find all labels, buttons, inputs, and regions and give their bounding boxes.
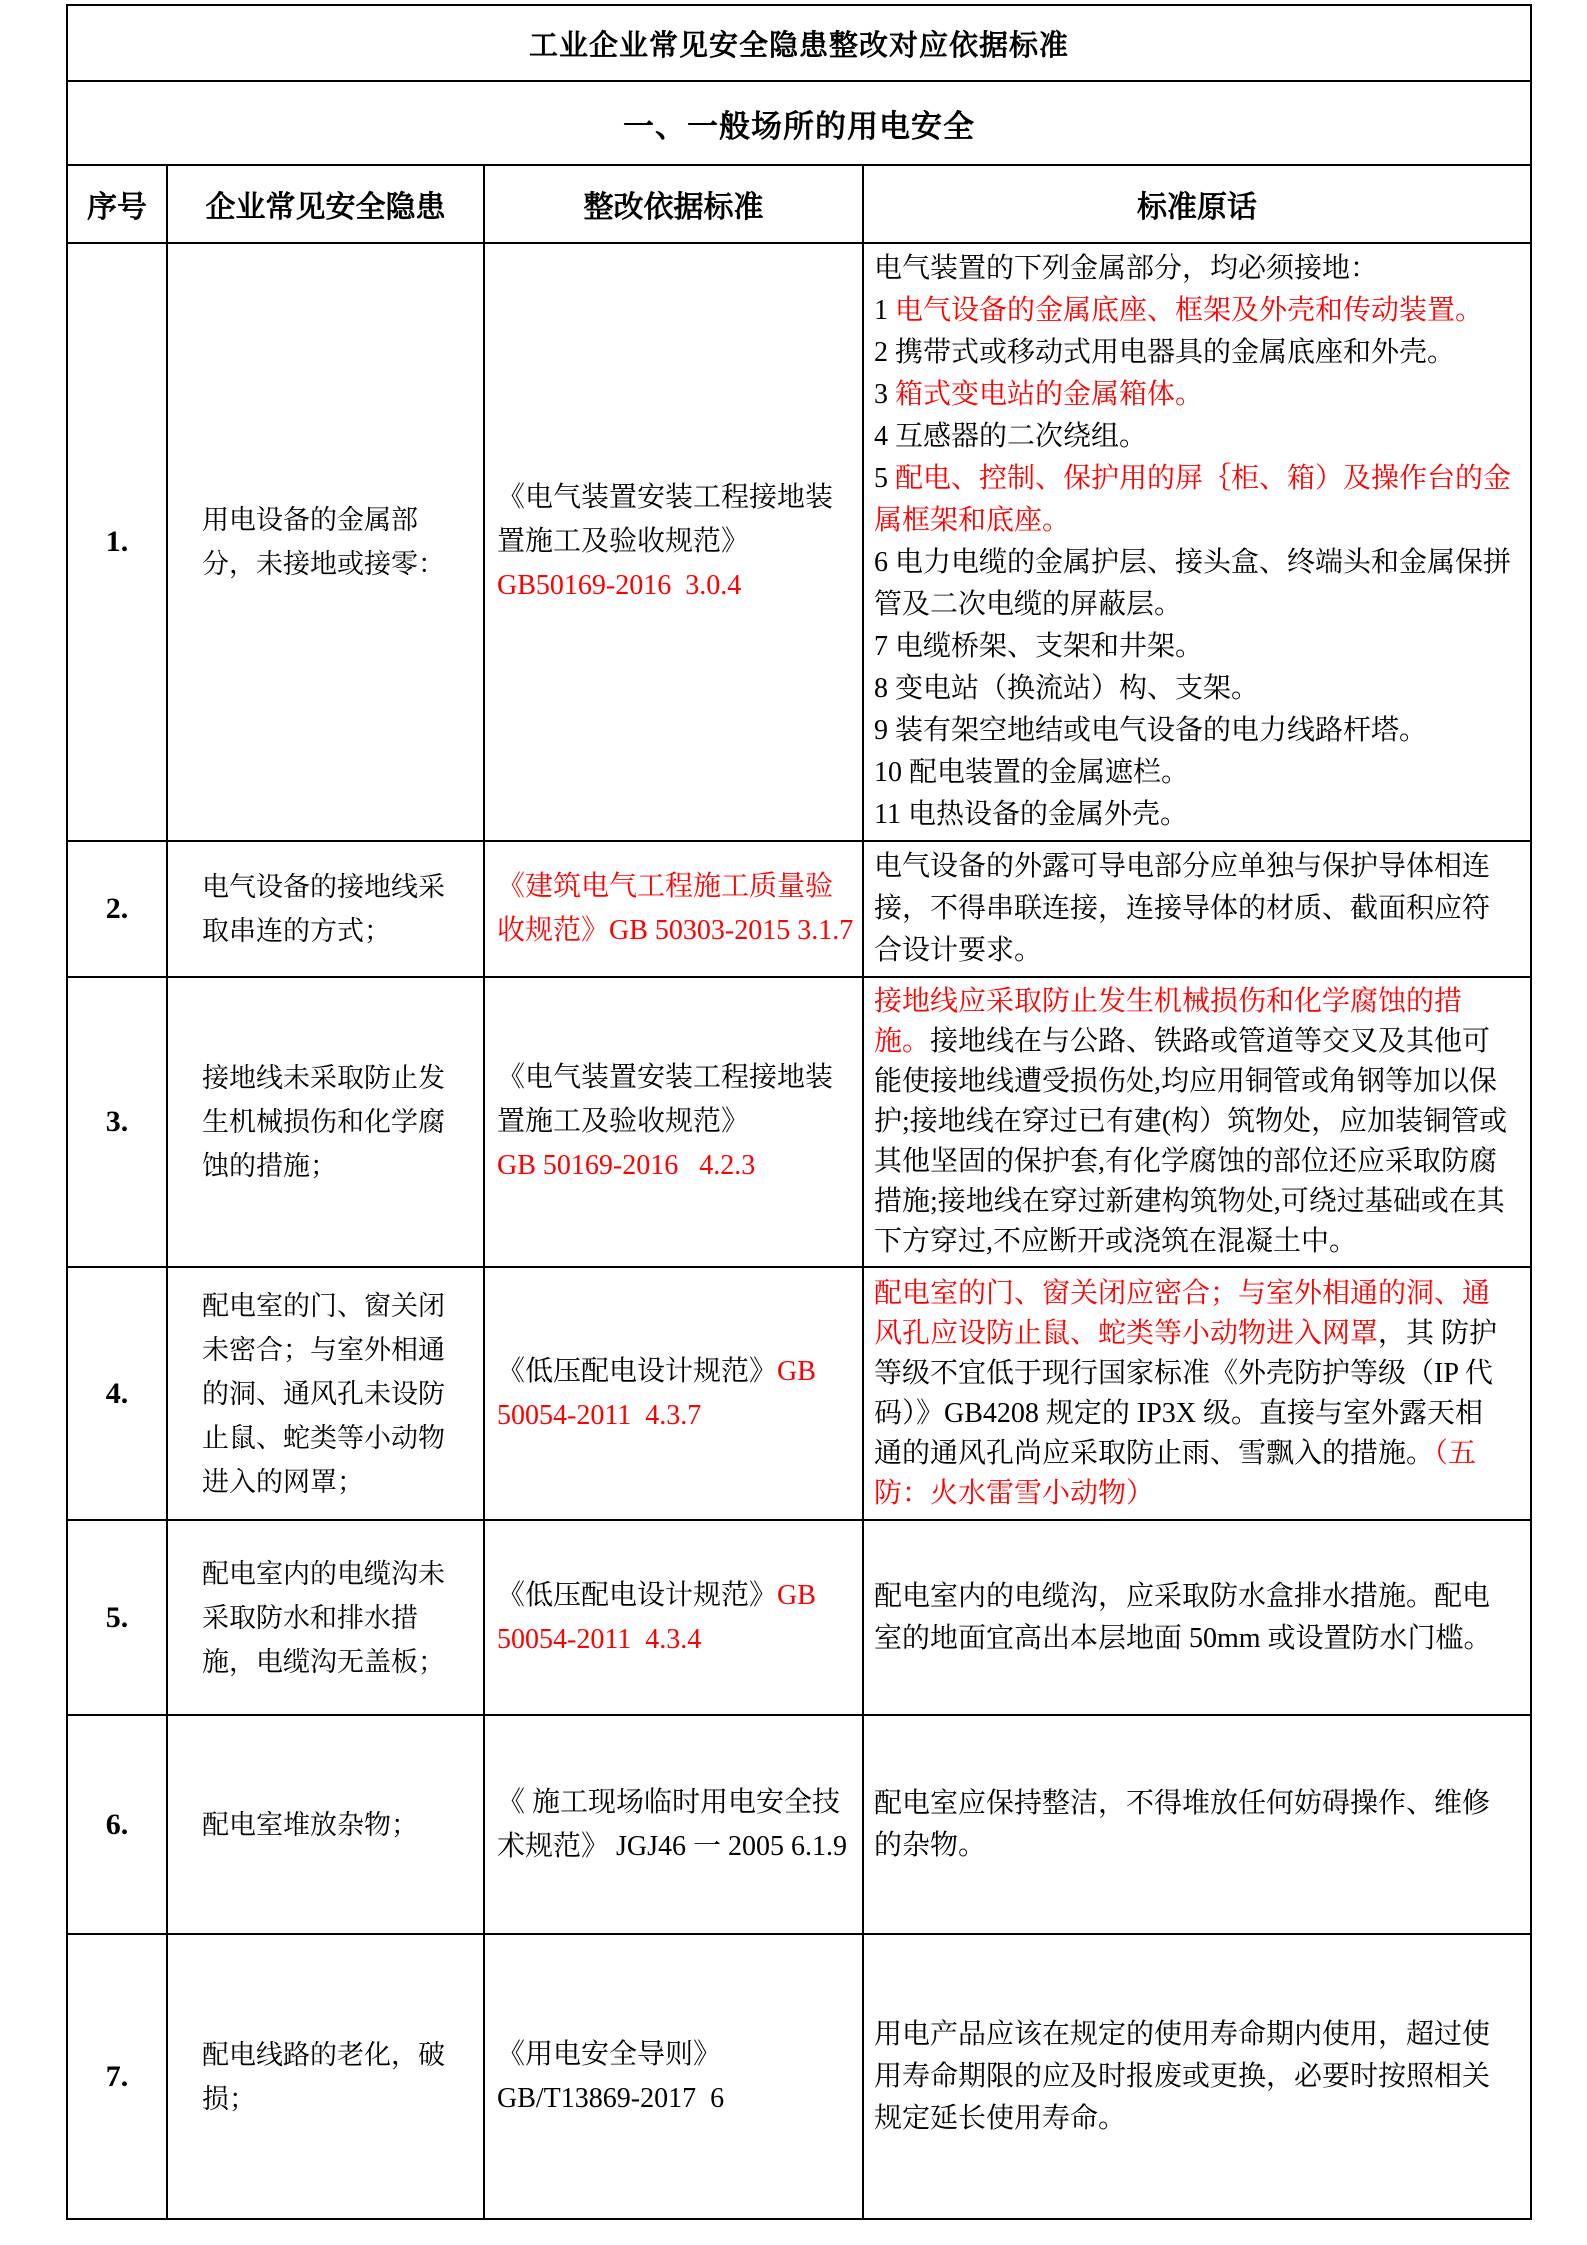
- text-segment: 1: [874, 295, 895, 326]
- standard-ref-cell: [484, 1934, 863, 2219]
- text-line: [874, 668, 1516, 710]
- column-header-hazard: 企业常见安全隐患: [167, 165, 484, 243]
- text-segment: 5: [874, 463, 895, 494]
- text-segment: 用电产品应该在规定的使用寿命期内使用，超过使用寿命期限的应及时报废或更换，必要时按照相关规定延长使用寿命。: [874, 2018, 1491, 2134]
- hazard-cell: 配电线路的老化，破损；: [167, 1934, 484, 2219]
- standard-ref-cell: [484, 841, 863, 977]
- text-segment: 箱式变电站的金属箱体。: [895, 379, 1204, 410]
- text-line: [497, 476, 856, 564]
- original-text-cell: [863, 1267, 1531, 1520]
- text-segment: 《低压配电设计规范》: [497, 1355, 778, 1387]
- text-segment: GB/T13869-2017 6: [497, 2082, 725, 2114]
- text-segment: 配电室应保持整洁，不得堆放任何妨碍操作、维修的杂物。: [874, 1787, 1491, 1861]
- text-line: [874, 2014, 1516, 2140]
- row-number: 4.: [67, 1267, 167, 1520]
- original-text-cell: [863, 841, 1531, 977]
- text-line: [874, 982, 1516, 1262]
- text-line: [874, 416, 1516, 458]
- hazard-cell: 电气设备的接地线采取串连的方式；: [167, 841, 484, 977]
- row-number: 3.: [67, 977, 167, 1267]
- hazard-cell: 接地线未采取防止发生机械损伤和化学腐蚀的措施；: [167, 977, 484, 1267]
- document-title: 工业企业常见安全隐患整改对应依据标准: [67, 5, 1531, 81]
- original-text-cell: [863, 1520, 1531, 1715]
- text-segment: 《低压配电设计规范》: [497, 1579, 778, 1611]
- text-line: [874, 626, 1516, 668]
- text-segment: 7 电缆桥架、支架和井架。: [874, 631, 1204, 662]
- text-line: [874, 332, 1516, 374]
- text-line: [874, 1274, 1516, 1514]
- standard-ref-cell: [484, 1715, 863, 1934]
- text-line: [497, 1350, 856, 1438]
- table-row: [67, 977, 1531, 1267]
- text-line: [874, 248, 1516, 290]
- row-number: 2.: [67, 841, 167, 977]
- text-segment: 电气设备的外露可导电部分应单独与保护导体相连接，不得串联连接，连接导体的材质、截面积应符合设计要求。: [874, 851, 1491, 966]
- text-segment: 配电、控制、保护用的屏｛柜、箱）及操作台的金属框架和底座。: [874, 463, 1512, 536]
- text-segment: 电气装置的下列金属部分，均必须接地：: [874, 253, 1379, 284]
- original-text-cell: [863, 1715, 1531, 1934]
- text-segment: 《电气装置安装工程接地装置施工及验收规范》: [497, 482, 834, 557]
- column-header-number: 序号: [67, 165, 167, 243]
- text-segment: GB 50054-2011 4.3.7: [497, 1355, 823, 1431]
- text-segment: GB 50054-2011 4.3.4: [497, 1579, 823, 1655]
- text-line: [874, 542, 1516, 626]
- text-line: [497, 1574, 856, 1662]
- text-segment: 《电气装置安装工程接地装置施工及验收规范》: [497, 1062, 834, 1137]
- original-text-cell: [863, 1934, 1531, 2219]
- title-row: [67, 5, 1531, 81]
- row-number: 6.: [67, 1715, 167, 1934]
- column-header-standard: 整改依据标准: [484, 165, 863, 243]
- original-text-cell: [863, 977, 1531, 1267]
- text-segment: 2 携带式或移动式用电器具的金属底座和外壳。: [874, 337, 1456, 368]
- text-line: [874, 458, 1516, 542]
- text-segment: 配电室内的电缆沟，应采取防水盒排水措施。配电室的地面宜高出本层地面 50mm 或设置防水门槛。: [874, 1580, 1492, 1654]
- text-line: [497, 1056, 856, 1144]
- row-number: 1.: [67, 243, 167, 841]
- text-line: [874, 846, 1516, 972]
- text-line: [874, 752, 1516, 794]
- standard-ref-cell: [484, 977, 863, 1267]
- text-line: [497, 564, 856, 608]
- standard-ref-cell: [484, 1520, 863, 1715]
- text-line: [874, 374, 1516, 416]
- safety-standards-table: [66, 4, 1532, 2220]
- text-segment: 接地线在与公路、铁路或管道等交叉及其他可能使接地线遭受损伤处,均应用铜管或角钢等加以保护;接地线在穿过已有建(构）筑物处，应加装铜管或其他坚固的保护套,有化学腐蚀的部位还应采取防腐措施;接地线在穿过新建构筑物处,可绕过基础或在其下方穿过,不应断开或浇筑在混凝土中。: [874, 1026, 1508, 1257]
- text-segment: ，其 防护等级不宜低于现行国家标准《外壳防护等级（IP 代码）》GB4208 规定的 IP3X 级。直接与室外露天相 通的通风孔尚应采取防止雨、雪飘入的措施。: [874, 1317, 1498, 1469]
- text-line: [497, 1144, 856, 1188]
- row-number: 5.: [67, 1520, 167, 1715]
- text-line: [874, 290, 1516, 332]
- hazard-cell: 用电设备的金属部分，未接地或接零：: [167, 243, 484, 841]
- hazard-cell: 配电室堆放杂物；: [167, 1715, 484, 1934]
- text-segment: 3: [874, 379, 895, 410]
- table-row: [67, 1520, 1531, 1715]
- text-segment: 10 配电装置的金属遮栏。: [874, 757, 1190, 788]
- text-segment: 9 装有架空地结或电气设备的电力线路杆塔。: [874, 715, 1428, 746]
- text-segment: 8 变电站（换流站）构、支架。: [874, 673, 1260, 704]
- table-row: [67, 841, 1531, 977]
- text-segment: 11 电热设备的金属外壳。: [874, 799, 1188, 830]
- text-segment: 4 互感器的二次绕组。: [874, 421, 1148, 452]
- text-segment: 配电室的门、窗关闭应密合；与室外相通的洞、通风孔应设防止鼠、蛇类等小动物进入网罩: [874, 1277, 1491, 1349]
- table-row: [67, 1267, 1531, 1520]
- text-segment: 6 电力电缆的金属护层、接头盒、终端头和金属保拼管及二次电缆的屏蔽层。: [874, 547, 1512, 620]
- text-segment: 电气设备的金属底座、框架及外壳和传动装置。: [895, 295, 1484, 326]
- table-row: [67, 1934, 1531, 2219]
- text-line: [874, 794, 1516, 836]
- table-row: [67, 1715, 1531, 1934]
- hazard-cell: 配电室的门、窗关闭未密合；与室外相通的洞、通风孔未设防止鼠、蛇类等小动物进入的网罩；: [167, 1267, 484, 1520]
- text-line: [497, 2033, 856, 2077]
- text-line: [874, 710, 1516, 752]
- section-row: [67, 81, 1531, 165]
- text-segment: 《 施工现场临时用电安全技术规范》 JGJ46 一 2005 6.1.9: [497, 1786, 848, 1862]
- text-line: [497, 2077, 856, 2121]
- table-row: [67, 243, 1531, 841]
- text-segment: GB 50169-2016 4.2.3: [497, 1150, 756, 1181]
- text-line: [497, 1781, 856, 1869]
- standard-ref-cell: [484, 243, 863, 841]
- text-segment: 《建筑电气工程施工质量验收规范》GB 50303-2015 3.1.7: [497, 871, 854, 946]
- text-segment: 接地线应采取防止发生机械损伤和化学腐蚀的措施。: [874, 986, 1463, 1057]
- text-line: [874, 1783, 1516, 1867]
- text-segment: （五防：火水雷雪小动物）: [874, 1437, 1477, 1509]
- header-row: [67, 165, 1531, 243]
- text-line: [874, 1576, 1516, 1660]
- hazard-cell: 配电室内的电缆沟未采取防水和排水措施，电缆沟无盖板；: [167, 1520, 484, 1715]
- section-title: 一、一般场所的用电安全: [67, 81, 1531, 165]
- text-segment: 《用电安全导则》: [497, 2038, 722, 2070]
- column-header-original: 标准原话: [863, 165, 1531, 243]
- text-line: [497, 865, 856, 953]
- text-segment: GB50169-2016 3.0.4: [497, 570, 742, 601]
- standard-ref-cell: [484, 1267, 863, 1520]
- original-text-cell: [863, 243, 1531, 841]
- row-number: 7.: [67, 1934, 167, 2219]
